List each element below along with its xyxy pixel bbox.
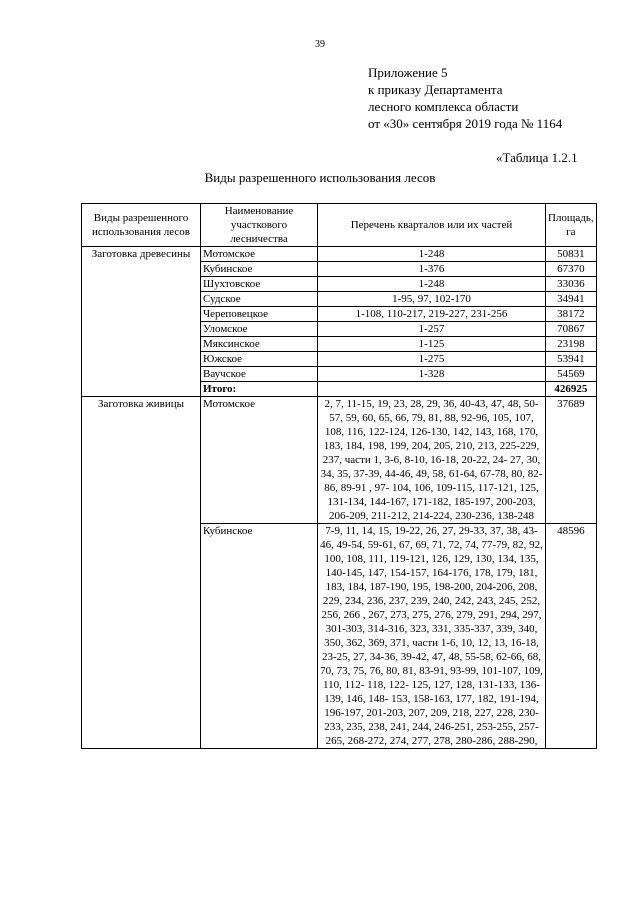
area-cell: 70867 (546, 322, 597, 337)
empty-cell (318, 382, 546, 397)
appendix-line: Приложение 5 (368, 65, 448, 80)
category-cell: Заготовка древесины (82, 247, 201, 397)
forestry-cell: Шухтовское (201, 277, 318, 292)
quarters-cell: 1-257 (318, 322, 546, 337)
area-cell: 54569 (546, 367, 597, 382)
quarters-cell: 1-376 (318, 262, 546, 277)
forestry-cell: Судское (201, 292, 318, 307)
appendix-line: к приказу Департамента (368, 82, 503, 97)
header-forestry: Наименование участкового лесничества (201, 204, 318, 247)
area-cell: 37689 (546, 397, 597, 524)
table-header-row (82, 204, 597, 247)
quarters-cell: 1-328 (318, 367, 546, 382)
category-cell: Заготовка живицы (82, 397, 201, 749)
appendix-line: от «30» сентября 2019 года № 1164 (368, 116, 563, 131)
header-use-type: Виды разрешенного использования лесов (82, 204, 201, 247)
quarters-cell: 1-125 (318, 337, 546, 352)
quarters-cell: 7-9, 11, 14, 15, 19-22, 26, 27, 29-33, 37, 38, 43-46, 49-54, 59-61, 67, 69, 71, 72, 74, 77-79, 82, 92, 100, 108, 111, 119-121, 126, 129, 130, 134, 135, 140-145, 147, 154-157, 164-176, 178, 179, 181, 183, 184, 187-190, 195, 198-200, 204-206, 208, 229, 234, 236, 237, 239, 240, 242, 243, 245, 252, 256, 266 , 267, 273, 275, 276, 279, 291, 294, 297, 301-303, 314-316, 323, 331, 335-337, 339, 340, 350, 362, 369, 371, части 1-6, 10, 12, 13, 16-18, 23-25, 27, 34-36, 39-42, 47, 48, 55-58, 62-66, 68, 70, 73, 75, 76, 80, 81, 83-91, 93-99, 101-107, 109, 110, 112- 118, 122- 125, 127, 128, 131-133, 136-139, 146, 148- 153, 158-163, 177, 182, 191-194, 196-197, 201-203, 207, 209, 218, 227, 228, 230-233, 235, 238, 241, 244, 246-251, 253-255, 257-265, 268-272, 274, 277, 278, 280-286, 288-290, (318, 524, 546, 749)
forestry-cell: Мотомское (201, 397, 318, 524)
forestry-cell: Ваучское (201, 367, 318, 382)
header-area: Площадь, га (546, 204, 597, 247)
quarters-cell: 1-248 (318, 277, 546, 292)
area-cell: 53941 (546, 352, 597, 367)
forestry-cell: Мяксинское (201, 337, 318, 352)
area-cell: 23198 (546, 337, 597, 352)
area-cell: 67370 (546, 262, 597, 277)
forestry-cell: Череповецкое (201, 307, 318, 322)
quarters-cell: 1-95, 97, 102-170 (318, 292, 546, 307)
area-cell: 38172 (546, 307, 597, 322)
area-cell: 48596 (546, 524, 597, 749)
area-cell: 50831 (546, 247, 597, 262)
page-number: 39 (315, 39, 325, 50)
document-title: Виды разрешенного использования лесов (204, 170, 436, 185)
area-cell: 33036 (546, 277, 597, 292)
forestry-cell: Южское (201, 352, 318, 367)
table-row (82, 397, 597, 524)
table-row (82, 247, 597, 262)
forestry-cell: Уломское (201, 322, 318, 337)
area-cell: 34941 (546, 292, 597, 307)
forestry-cell: Мотомское (201, 247, 318, 262)
total-value: 426925 (546, 382, 597, 397)
quarters-cell: 1-248 (318, 247, 546, 262)
quarters-cell: 1-108, 110-217, 219-227, 231-256 (318, 307, 546, 322)
header-quarters: Перечень кварталов или их частей (318, 204, 546, 247)
total-label: Итого: (201, 382, 318, 397)
quarters-cell: 1-275 (318, 352, 546, 367)
appendix-line: лесного комплекса области (368, 99, 519, 114)
forestry-cell: Кубинское (201, 524, 318, 749)
appendix-block (368, 64, 562, 132)
forest-use-table (81, 203, 597, 749)
forestry-cell: Кубинское (201, 262, 318, 277)
table-caption: «Таблица 1.2.1 (496, 150, 578, 165)
quarters-cell: 2, 7, 11-15, 19, 23, 28, 29, 36, 40-43, 47, 48, 50-57, 59, 60, 65, 66, 79, 81, 88, 92-96, 105, 107, 108, 116, 122-124, 126-130, 142, 143, 168, 170, 183, 184, 198, 199, 204, 205, 210, 213, 225-229, 237, части 1, 3-6, 8-10, 16-18, 20-22, 24- 27, 30, 34, 35, 37-39, 44-46, 49, 58, 61-64, 67-78, 80, 82-86, 89-91 , 97- 104, 106, 109-115, 117-121, 125, 131-134, 144-167, 171-182, 185-197, 200-203, 206-209, 211-212, 214-224, 230-236, 138-248 (318, 397, 546, 524)
